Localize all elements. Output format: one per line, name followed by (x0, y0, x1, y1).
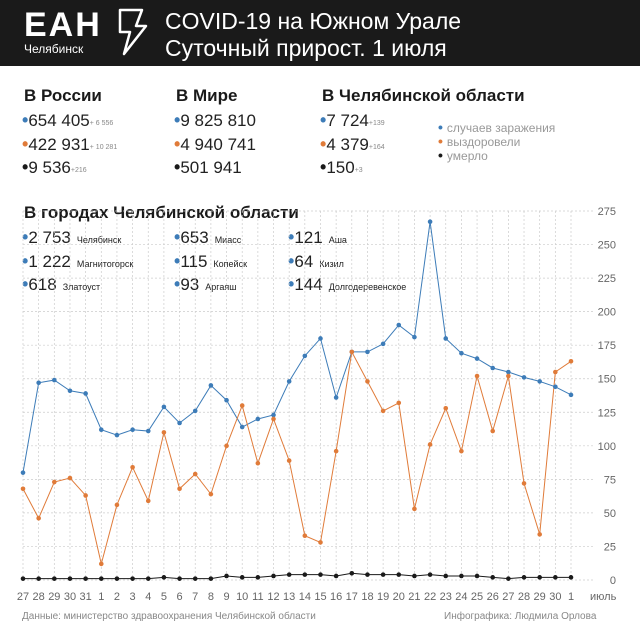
x-tick-label: 2 (113, 591, 121, 603)
y-tick-label: 125 (597, 407, 616, 420)
data-point-recovered (240, 403, 245, 408)
data-point-recovered (475, 374, 480, 379)
bullet-icon: • (320, 110, 327, 130)
bullet-icon: • (22, 134, 29, 154)
y-tick-label: 250 (597, 239, 616, 252)
data-point-recovered (396, 401, 401, 406)
city-name: Магнитогорск (76, 259, 134, 269)
region-recovered-value: 4 379 (326, 135, 369, 154)
data-point-recovered (287, 458, 292, 463)
data-point-cases (459, 351, 464, 356)
city-name: Аргаяш (205, 282, 237, 292)
data-point-recovered (21, 486, 26, 491)
data-point-recovered (146, 499, 151, 504)
data-point-cases (287, 379, 292, 384)
city-value: 93 (180, 275, 200, 294)
city-name: Миасс (214, 235, 242, 245)
data-point-deaths (412, 574, 417, 579)
x-tick-label: 1 (98, 591, 105, 603)
x-tick-label: 23 (439, 591, 452, 603)
x-tick-label: 11 (252, 591, 264, 603)
data-point-recovered (36, 516, 41, 521)
data-point-recovered (506, 374, 511, 379)
data-point-deaths (68, 576, 73, 581)
data-point-deaths (52, 576, 57, 581)
x-tick-label: 14 (298, 591, 311, 603)
data-point-deaths (318, 572, 323, 577)
data-point-recovered (428, 442, 433, 447)
data-point-recovered (162, 430, 167, 435)
region-title: В Челябинской области (322, 86, 525, 105)
city-value: 64 (294, 252, 314, 271)
data-point-cases (334, 395, 339, 400)
y-tick-label: 100 (597, 440, 616, 453)
data-point-cases (52, 378, 57, 383)
city-value: 1 222 (28, 252, 71, 271)
data-point-deaths (350, 571, 355, 576)
data-point-recovered (365, 379, 370, 384)
data-point-cases (303, 354, 308, 359)
city-value: 115 (180, 252, 208, 271)
bullet-icon: • (22, 157, 29, 177)
bullet-icon: • (174, 110, 181, 130)
data-point-deaths (83, 576, 88, 581)
world-title: В Мире (176, 86, 238, 105)
data-point-deaths (177, 576, 182, 581)
y-tick-label: 0 (609, 575, 616, 587)
data-point-recovered (115, 503, 120, 508)
x-tick-label: 30 (549, 591, 562, 603)
data-point-cases (256, 417, 261, 422)
logo: ЕАН (24, 6, 102, 44)
russia-deaths-delta: +216 (70, 167, 87, 174)
data-point-deaths (162, 575, 167, 580)
data-point-recovered (350, 350, 355, 355)
data-point-deaths (569, 575, 574, 580)
data-point-deaths (396, 572, 401, 577)
data-point-cases (381, 342, 386, 347)
x-tick-label: 27 (502, 591, 515, 603)
bullet-icon: • (288, 274, 295, 294)
x-tick-label: 26 (486, 591, 499, 603)
data-point-recovered (83, 493, 88, 498)
city-name: Долгодеревенское (328, 282, 407, 292)
data-point-recovered (490, 429, 495, 434)
russia-deaths-value: 9 536 (28, 158, 71, 177)
y-tick-label: 75 (603, 474, 616, 487)
data-point-recovered (256, 461, 261, 466)
bullet-icon: • (174, 251, 181, 271)
series-line-cases (23, 222, 571, 473)
data-point-cases (162, 405, 167, 410)
data-point-deaths (256, 575, 261, 580)
city-value: 121 (294, 228, 323, 247)
y-tick-label: 150 (597, 373, 616, 386)
data-point-deaths (365, 572, 370, 577)
legend-dot-icon: • (438, 147, 443, 163)
data-point-recovered (537, 532, 542, 537)
data-point-cases (506, 370, 511, 375)
footer-source: Данные: министерство здравоохранения Челябинской области (22, 611, 316, 622)
city-name: Копейск (213, 259, 248, 269)
data-point-cases (83, 391, 88, 396)
series-line-recovered (23, 352, 571, 564)
y-tick-label: 50 (603, 507, 616, 520)
data-point-cases (569, 393, 574, 398)
x-tick-label: 30 (63, 591, 77, 603)
x-tick-label: 31 (79, 591, 92, 603)
data-point-cases (318, 336, 323, 341)
data-point-recovered (224, 444, 229, 449)
footer-author: Инфографика: Людмила Орлова (444, 611, 597, 622)
region-deaths-value: 150 (326, 158, 355, 177)
x-tick-label: 18 (361, 591, 374, 603)
city-name: Златоуст (62, 282, 101, 292)
data-point-deaths (271, 574, 276, 579)
data-point-recovered (130, 465, 135, 470)
legend-dot-icon: • (438, 133, 443, 149)
russia-recovered-delta: + 10 281 (89, 144, 118, 151)
legend-recovered-label: выздоровели (446, 135, 521, 149)
x-tick-label: 28 (517, 591, 531, 603)
russia-title: В России (24, 86, 102, 105)
x-tick-label: 22 (423, 591, 437, 603)
data-point-recovered (177, 486, 182, 491)
data-point-deaths (209, 576, 214, 581)
bullet-icon: • (320, 134, 327, 154)
data-point-cases (146, 429, 151, 434)
data-point-deaths (224, 574, 229, 579)
data-point-recovered (271, 417, 276, 422)
data-point-cases (271, 413, 276, 418)
x-tick-label: 10 (236, 591, 249, 603)
city-name: Кизил (319, 259, 344, 269)
data-point-deaths (115, 576, 120, 581)
data-point-cases (522, 375, 527, 380)
x-tick-label: 19 (376, 591, 390, 603)
data-point-deaths (490, 575, 495, 580)
legend-dot-icon: • (438, 119, 443, 135)
data-point-recovered (522, 481, 527, 486)
y-tick-label: 175 (597, 340, 616, 353)
x-tick-label: 7 (192, 591, 199, 603)
data-point-cases (99, 427, 104, 432)
data-point-deaths (522, 575, 527, 580)
data-point-cases (209, 383, 214, 388)
bullet-icon: • (174, 274, 181, 294)
legend-cases-label: случаев заражения (446, 121, 556, 135)
region-recovered-delta: +164 (368, 144, 385, 151)
y-tick-label: 275 (597, 206, 616, 218)
data-point-recovered (381, 409, 386, 414)
y-tick-label: 25 (603, 541, 616, 554)
world-recovered-value: 4 940 741 (180, 135, 256, 154)
bullet-icon: • (22, 251, 29, 271)
data-point-recovered (99, 562, 104, 567)
data-point-cases (224, 398, 229, 403)
russia-cases-value: 654 405 (28, 111, 90, 130)
legend-deaths-label: умерло (446, 149, 488, 163)
data-point-cases (193, 409, 198, 414)
world-deaths-value: 501 941 (180, 158, 242, 177)
data-point-cases (412, 335, 417, 340)
data-point-cases (68, 389, 73, 394)
x-tick-label: 27 (16, 591, 30, 603)
data-point-deaths (130, 576, 135, 581)
data-point-deaths (193, 576, 198, 581)
data-point-deaths (459, 574, 464, 579)
data-point-deaths (99, 576, 104, 581)
x-tick-label: 16 (330, 591, 343, 603)
city-value: 653 (180, 228, 209, 247)
title-line-2: Суточный прирост. 1 июля (165, 35, 447, 61)
city-value: 2 753 (28, 228, 71, 247)
city-name: Челябинск (76, 235, 122, 245)
series-line-deaths (23, 573, 571, 578)
x-tick-label: 6 (176, 591, 183, 603)
data-point-cases (115, 433, 120, 438)
data-point-recovered (303, 533, 308, 538)
data-point-deaths (475, 574, 480, 579)
data-point-deaths (146, 576, 151, 581)
data-point-cases (240, 425, 245, 430)
region-cases-delta: +139 (368, 120, 385, 127)
bullet-icon: • (174, 157, 181, 177)
data-point-cases (443, 336, 448, 341)
x-tick-label: 12 (267, 591, 280, 603)
data-point-recovered (193, 472, 198, 477)
bullet-icon: • (288, 227, 295, 247)
x-axis-end-label: июль (590, 591, 617, 603)
data-point-cases (130, 427, 135, 432)
x-tick-label: 15 (314, 591, 327, 603)
x-tick-label: 9 (223, 591, 230, 603)
data-point-deaths (21, 576, 26, 581)
data-point-cases (553, 384, 558, 389)
city-value: 144 (294, 275, 323, 294)
x-tick-label: 3 (129, 591, 136, 603)
x-tick-label: 8 (207, 591, 214, 603)
city-value: 618 (28, 275, 57, 294)
bullet-icon: • (174, 227, 181, 247)
x-tick-label: 5 (160, 591, 167, 603)
data-point-cases (537, 379, 542, 384)
data-point-recovered (52, 480, 57, 485)
data-point-deaths (334, 574, 339, 579)
x-tick-label: 29 (533, 591, 546, 603)
x-tick-label: 13 (283, 591, 296, 603)
x-tick-label: 17 (345, 591, 358, 603)
x-tick-label: 25 (470, 591, 484, 603)
data-point-recovered (569, 359, 574, 364)
data-point-cases (490, 366, 495, 371)
data-point-deaths (537, 575, 542, 580)
data-point-recovered (68, 476, 73, 481)
data-point-recovered (318, 540, 323, 545)
data-point-deaths (506, 576, 511, 581)
data-point-cases (428, 219, 433, 224)
data-point-recovered (443, 406, 448, 411)
x-tick-label: 28 (32, 591, 45, 603)
data-point-deaths (553, 575, 558, 580)
bullet-icon: • (22, 110, 29, 130)
y-tick-label: 200 (597, 306, 616, 319)
city-name: Аша (328, 235, 347, 245)
data-point-deaths (36, 576, 41, 581)
data-point-recovered (209, 492, 214, 497)
data-point-deaths (428, 572, 433, 577)
data-point-deaths (381, 572, 386, 577)
data-point-recovered (553, 370, 558, 375)
x-tick-label: 1 (567, 591, 575, 603)
data-point-recovered (459, 449, 464, 454)
x-tick-label: 24 (455, 591, 468, 603)
world-cases-value: 9 825 810 (180, 111, 256, 130)
data-point-cases (36, 380, 41, 385)
data-point-cases (365, 350, 370, 355)
data-point-cases (396, 323, 401, 328)
cities-title: В городах Челябинской области (24, 203, 299, 222)
russia-cases-delta: + 6 556 (89, 120, 114, 127)
data-point-recovered (334, 449, 339, 454)
data-point-recovered (412, 507, 417, 512)
data-point-cases (475, 356, 480, 361)
bullet-icon: • (320, 157, 327, 177)
data-point-deaths (240, 575, 245, 580)
data-point-deaths (303, 572, 308, 577)
title-line-1: COVID-19 на Южном Урале (165, 8, 462, 34)
bullet-icon: • (174, 134, 181, 154)
bullet-icon: • (288, 251, 295, 271)
x-tick-label: 4 (145, 591, 152, 603)
region-deaths-delta: +3 (354, 167, 363, 174)
region-cases-value: 7 724 (326, 111, 369, 130)
bullet-icon: • (22, 274, 29, 294)
x-tick-label: 20 (392, 591, 405, 603)
data-point-deaths (443, 574, 448, 579)
data-point-deaths (287, 572, 292, 577)
logo-subtitle: Челябинск (24, 42, 84, 56)
russia-recovered-value: 422 931 (28, 135, 90, 154)
x-tick-label: 21 (408, 591, 421, 603)
bullet-icon: • (22, 227, 29, 247)
y-tick-label: 225 (597, 273, 616, 286)
x-tick-label: 29 (48, 591, 61, 603)
data-point-cases (21, 470, 26, 475)
data-point-cases (177, 421, 182, 426)
